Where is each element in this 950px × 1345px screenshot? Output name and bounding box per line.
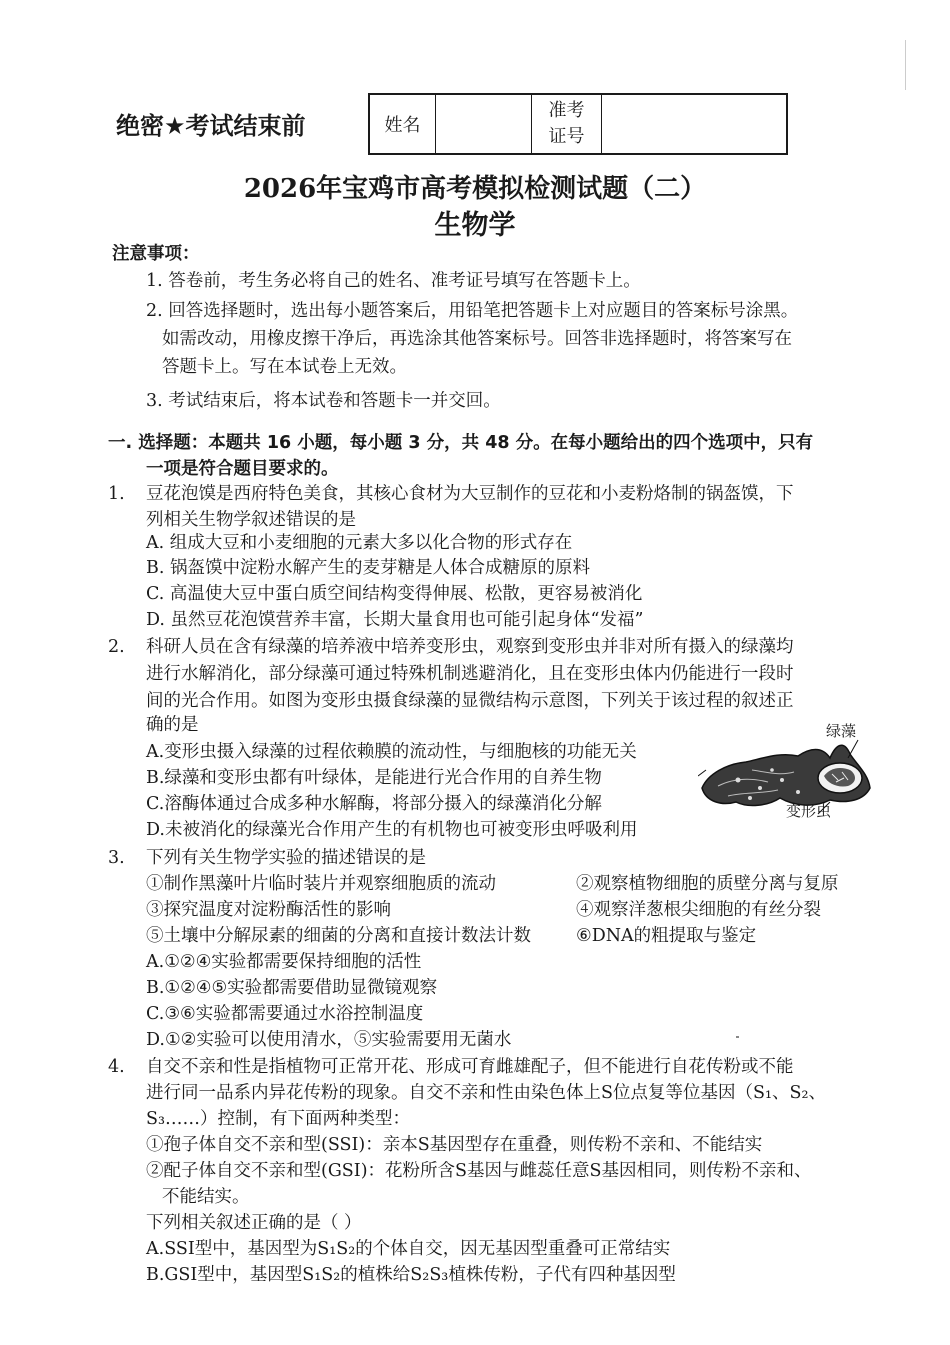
scan-speck xyxy=(736,1036,739,1038)
name-field[interactable] xyxy=(436,95,532,153)
q3-option-c: C.③⑥实验都需要通过水浴控制温度 xyxy=(146,1004,424,1024)
q1-option-b: B. 锅盔馍中淀粉水解产生的麦芽糖是人体合成糖原的原料 xyxy=(146,558,590,578)
notes-line-3: 如需改动，用橡皮擦干净后，再选涂其他答案标号。回答非选择题时，将答案写在 xyxy=(162,329,792,349)
q1-stem-1: 豆花泡馍是西府特色美食，其核心食材为大豆制作的豆花和小麦粉烙制的锅盔馍，下 xyxy=(146,484,794,504)
q3-option-b: B.①②④⑤实验都需要借助显微镜观察 xyxy=(146,978,438,998)
section1-line-2: 一项是符合题目要求的。 xyxy=(146,459,339,479)
q1-stem-2: 列相关生物学叙述错误的是 xyxy=(146,510,356,530)
q1-option-a: A. 组成大豆和小麦细胞的元素大多以化合物的形式存在 xyxy=(146,533,573,553)
q3-experiment-3: ③探究温度对淀粉酶活性的影响 xyxy=(146,900,391,920)
subject-title: 生物学 xyxy=(434,210,516,241)
exam-id-label-line1: 准考 xyxy=(548,100,585,121)
q1-option-c: C. 高温使大豆中蛋白质空间结构变得伸展、松散，更容易被消化 xyxy=(146,584,643,604)
scan-edge-line xyxy=(905,40,906,90)
exam-title: 2026年宝鸡市高考模拟检测试题（二） xyxy=(243,174,707,204)
q4-type-2a: ②配子体自交不亲和型(GSI)：花粉所含S基因与雌蕊任意S基因相同，则传粉不亲和、 xyxy=(146,1161,812,1181)
q4-type-2b: 不能结实。 xyxy=(162,1187,250,1207)
name-label: 姓名 xyxy=(370,95,436,153)
q2-stem-2: 进行水解消化，部分绿藻可通过特殊机制逃避消化，且在变形虫体内仍能进行一段时 xyxy=(146,664,794,684)
section1-line-1: 一. 选择题：本题共 16 小题，每小题 3 分，共 48 分。在每小题给出的四个选项中，只有 xyxy=(108,433,814,453)
q2-number: 2. xyxy=(108,637,125,657)
q3-experiment-2: ②观察植物细胞的质壁分离与复原 xyxy=(576,874,839,894)
exam-id-label xyxy=(532,95,602,153)
q4-option-a: A.SSI型中，基因型为S₁S₂的个体自交，因无基因型重叠可正常结实 xyxy=(146,1239,671,1259)
notes-line-5: 3. 考试结束后，将本试卷和答题卡一并交回。 xyxy=(146,391,501,411)
figure-label-algae: 绿藻 xyxy=(826,722,857,740)
q3-experiment-6: ⑥DNA的粗提取与鉴定 xyxy=(576,926,757,946)
notes-line-4: 答题卡上。写在本试卷上无效。 xyxy=(162,357,407,377)
q2-option-d: D.未被消化的绿藻光合作用产生的有机物也可被变形虫呼吸利用 xyxy=(146,820,638,840)
q2-option-a: A.变形虫摄入绿藻的过程依赖膜的流动性，与细胞核的功能无关 xyxy=(146,742,637,762)
q2-option-c: C.溶酶体通过合成多种水解酶，将部分摄入的绿藻消化分解 xyxy=(146,794,602,814)
q3-option-a: A.①②④实验都需要保持细胞的活性 xyxy=(146,952,422,972)
q4-number: 4. xyxy=(108,1057,125,1077)
q2-stem-1: 科研人员在含有绿藻的培养液中培养变形虫，观察到变形虫并非对所有摄入的绿藻均 xyxy=(146,637,794,657)
q1-option-d: D. 虽然豆花泡馍营养丰富，长期大量食用也可能引起身体“发福” xyxy=(146,610,644,630)
q4-stem-1: 自交不亲和性是指植物可正常开花、形成可育雌雄配子，但不能进行自花传粉或不能 xyxy=(146,1057,794,1077)
q4-ask: 下列相关叙述正确的是（ ） xyxy=(146,1213,362,1233)
q2-stem-4: 确的是 xyxy=(146,715,199,735)
q1-number: 1. xyxy=(108,484,125,504)
q3-experiment-5: ⑤土壤中分解尿素的细菌的分离和直接计数法计数 xyxy=(146,926,531,946)
q3-number: 3. xyxy=(108,848,125,868)
notes-line-1: 1. 答卷前，考生务必将自己的姓名、准考证号填写在答题卡上。 xyxy=(146,271,641,291)
q2-option-b: B.绿藻和变形虫都有叶绿体，是能进行光合作用的自养生物 xyxy=(146,768,602,788)
q3-option-d: D.①②实验可以使用清水，⑤实验需要用无菌水 xyxy=(146,1030,512,1050)
q4-stem-3: S₃……）控制，有下面两种类型： xyxy=(146,1109,411,1129)
figure-label-amoeba: 变形虫 xyxy=(786,802,832,820)
confidential-label: 绝密★考试结束前 xyxy=(116,112,306,140)
q3-experiment-1: ①制作黑藻叶片临时装片并观察细胞质的流动 xyxy=(146,874,496,894)
q4-option-b: B.GSI型中，基因型S₁S₂的植株给S₂S₃植株传粉，子代有四种基因型 xyxy=(146,1265,676,1285)
exam-id-label-line2: 证号 xyxy=(548,126,585,147)
q3-experiment-4: ④观察洋葱根尖细胞的有丝分裂 xyxy=(576,900,821,920)
q4-stem-2: 进行同一品系内异花传粉的现象。自交不亲和性由染色体上S位点复等位基因（S₁、S₂、 xyxy=(146,1083,826,1103)
notes-line-2: 2. 回答选择题时，选出每小题答案后，用铅笔把答题卡上对应题目的答案标号涂黑。 xyxy=(146,301,799,321)
notes-heading: 注意事项： xyxy=(112,244,200,264)
q3-stem: 下列有关生物学实验的描述错误的是 xyxy=(146,848,426,868)
q2-stem-3: 间的光合作用。如图为变形虫摄食绿藻的显微结构示意图，下列关于该过程的叙述正 xyxy=(146,691,794,711)
q4-type-1: ①孢子体自交不亲和型(SSI)：亲本S基因型存在重叠，则传粉不亲和、不能结实 xyxy=(146,1135,763,1155)
exam-id-field[interactable] xyxy=(602,95,786,153)
student-id-table xyxy=(368,93,788,155)
